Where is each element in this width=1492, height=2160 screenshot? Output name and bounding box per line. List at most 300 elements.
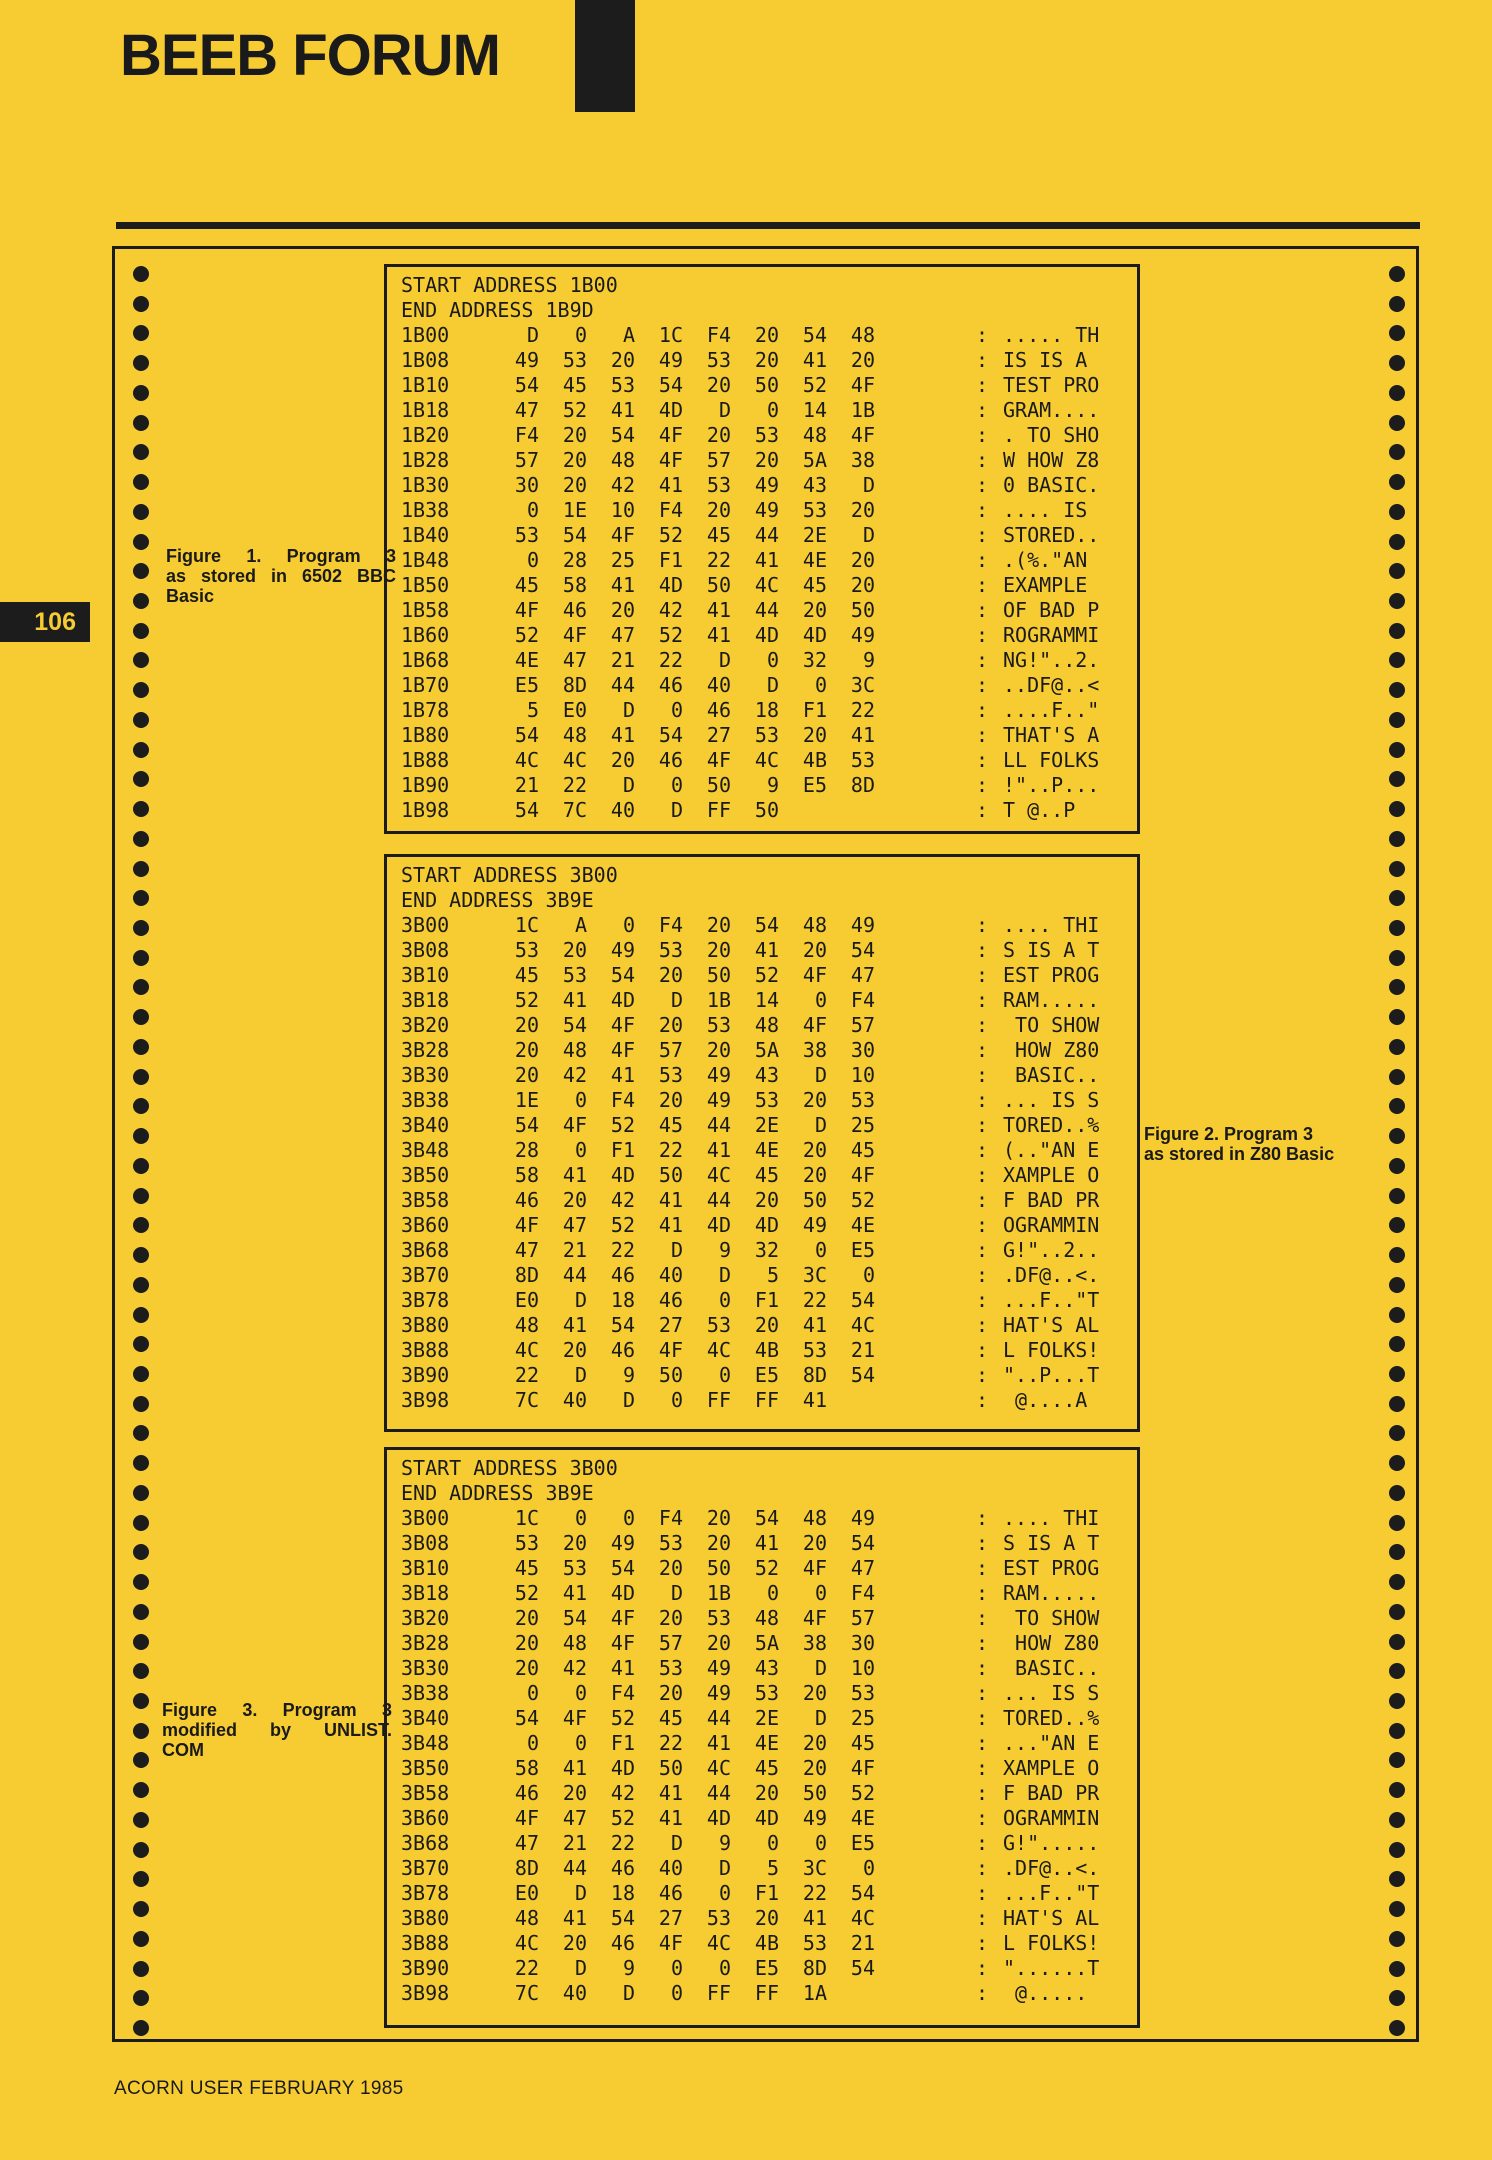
- hex-byte: 49: [610, 1531, 635, 1555]
- hex-byte: 5: [766, 1856, 779, 1880]
- hex-byte: 40: [706, 673, 731, 697]
- row-address: 3B28: [401, 1038, 450, 1062]
- dump-row: [387, 1531, 1137, 1556]
- feed-hole: [133, 1128, 149, 1144]
- row-separator: :: [976, 1881, 989, 1905]
- feed-hole: [1389, 861, 1405, 877]
- hex-byte: 53: [802, 498, 827, 522]
- hex-byte: 58: [514, 1163, 539, 1187]
- hex-byte: 14: [754, 988, 779, 1012]
- feed-hole: [1389, 1336, 1405, 1352]
- hex-byte: 40: [562, 1981, 587, 2005]
- hex-byte: 53: [850, 1088, 875, 1112]
- row-ascii: HAT'S AL: [1003, 1906, 1100, 1930]
- hex-byte: 28: [562, 548, 587, 572]
- hex-byte: 5A: [754, 1038, 779, 1062]
- hex-byte: 50: [706, 573, 731, 597]
- hex-byte: D: [718, 1856, 731, 1880]
- feed-hole: [133, 1039, 149, 1055]
- dump-row: [387, 1013, 1137, 1038]
- row-ascii: "......T: [1003, 1956, 1100, 1980]
- dump-row: [387, 1188, 1137, 1213]
- row-ascii: F BAD PR: [1003, 1781, 1100, 1805]
- row-ascii: ..DF@..<: [1003, 673, 1100, 697]
- hex-byte: 20: [802, 1756, 827, 1780]
- dump-row: [387, 398, 1137, 423]
- footer-issue: ACORN USER FEBRUARY 1985: [114, 2078, 404, 2099]
- hex-byte: 46: [610, 1263, 635, 1287]
- feed-hole: [1389, 1307, 1405, 1323]
- hex-byte: 44: [562, 1263, 587, 1287]
- row-address: 1B08: [401, 348, 450, 372]
- hex-byte: 54: [562, 523, 587, 547]
- figure-3-caption: [162, 1700, 392, 1760]
- hex-byte: 4E: [754, 1138, 779, 1162]
- hex-byte: 38: [802, 1038, 827, 1062]
- hex-byte: E0: [514, 1881, 539, 1905]
- hex-byte: 4D: [754, 623, 779, 647]
- row-address: 3B38: [401, 1681, 450, 1705]
- row-address: 3B78: [401, 1881, 450, 1905]
- hex-byte: 0: [766, 1831, 779, 1855]
- feed-hole: [1389, 355, 1405, 371]
- hex-byte: 41: [802, 348, 827, 372]
- hex-byte: 41: [754, 548, 779, 572]
- hex-byte: 52: [850, 1781, 875, 1805]
- feed-hole: [133, 861, 149, 877]
- hex-byte: 22: [514, 1363, 539, 1387]
- hex-byte: 21: [514, 773, 539, 797]
- hex-byte: 0: [670, 698, 683, 722]
- dump-row: [387, 1731, 1137, 1756]
- feed-hole: [1389, 742, 1405, 758]
- caption-line: COM: [162, 1740, 204, 1760]
- feed-hole: [133, 801, 149, 817]
- row-separator: :: [976, 1338, 989, 1362]
- hex-byte: 54: [754, 1506, 779, 1530]
- feed-hole: [1389, 1693, 1405, 1709]
- hex-byte: 53: [706, 348, 731, 372]
- hex-byte: 10: [850, 1063, 875, 1087]
- hex-byte: 0: [670, 1388, 683, 1412]
- hex-byte: 42: [610, 473, 635, 497]
- hex-byte: 53: [610, 373, 635, 397]
- hex-byte: F4: [850, 1581, 875, 1605]
- hex-byte: FF: [706, 1388, 731, 1412]
- dump-row: [387, 1656, 1137, 1681]
- feed-hole: [133, 1277, 149, 1293]
- feed-hole: [1389, 1009, 1405, 1025]
- hex-byte: D: [622, 773, 635, 797]
- feed-hole: [1389, 1098, 1405, 1114]
- row-address: 3B48: [401, 1731, 450, 1755]
- hex-byte: 54: [658, 723, 683, 747]
- hex-byte: 0: [862, 1856, 875, 1880]
- row-ascii: RAM.....: [1003, 1581, 1100, 1605]
- row-separator: :: [976, 1388, 989, 1412]
- hex-byte: 7C: [514, 1388, 539, 1412]
- hex-byte: 54: [850, 1363, 875, 1387]
- hex-byte: 20: [562, 1338, 587, 1362]
- row-ascii: .... THI: [1003, 913, 1100, 937]
- dump-row: [387, 1288, 1137, 1313]
- row-address: 3B68: [401, 1238, 450, 1262]
- caption-line: modified by UNLIST.: [162, 1720, 392, 1740]
- row-ascii: ..."AN E: [1003, 1731, 1100, 1755]
- feed-hole: [1389, 563, 1405, 579]
- hex-byte: 20: [658, 1013, 683, 1037]
- hex-byte: 4F: [610, 1606, 635, 1630]
- dump-row: [387, 423, 1137, 448]
- dump-row: [387, 348, 1137, 373]
- feed-hole: [1389, 1455, 1405, 1471]
- feed-hole: [133, 831, 149, 847]
- row-ascii: @.....: [1003, 1981, 1088, 2005]
- feed-hole: [133, 1693, 149, 1709]
- hex-byte: 43: [754, 1063, 779, 1087]
- row-ascii: G!".....: [1003, 1831, 1100, 1855]
- hex-byte: 8D: [562, 673, 587, 697]
- hex-byte: 4F: [562, 1706, 587, 1730]
- hex-byte: 20: [706, 373, 731, 397]
- feed-hole: [133, 1455, 149, 1471]
- row-ascii: ....F..": [1003, 698, 1100, 722]
- hex-byte: 47: [562, 1806, 587, 1830]
- hex-byte: D: [670, 798, 683, 822]
- row-address: 1B38: [401, 498, 450, 522]
- row-address: 1B28: [401, 448, 450, 472]
- hex-byte: D: [670, 988, 683, 1012]
- row-ascii: .... THI: [1003, 1506, 1100, 1530]
- hex-byte: D: [862, 523, 875, 547]
- hex-byte: 0: [670, 1956, 683, 1980]
- hex-byte: 48: [754, 1013, 779, 1037]
- hex-byte: E0: [562, 698, 587, 722]
- hex-byte: D: [814, 1706, 827, 1730]
- feed-hole: [1389, 1931, 1405, 1947]
- hex-byte: 45: [514, 1556, 539, 1580]
- caption-line: Basic: [166, 586, 215, 606]
- hex-byte: F1: [658, 548, 683, 572]
- row-separator: :: [976, 1931, 989, 1955]
- hex-byte: 41: [610, 1656, 635, 1680]
- row-ascii: STORED..: [1003, 523, 1100, 547]
- feed-hole: [1389, 296, 1405, 312]
- row-separator: :: [976, 748, 989, 772]
- dump-row: [387, 1138, 1137, 1163]
- row-address: 1B48: [401, 548, 450, 572]
- row-ascii: . TO SHO: [1003, 423, 1100, 447]
- hex-byte: 27: [706, 723, 731, 747]
- row-ascii: EST PROG: [1003, 1556, 1100, 1580]
- feed-hole: [133, 1188, 149, 1204]
- hex-byte: 47: [514, 1238, 539, 1262]
- feed-hole: [133, 1842, 149, 1858]
- hex-byte: 4C: [562, 748, 587, 772]
- feed-hole: [133, 1812, 149, 1828]
- row-ascii: .(%."AN: [1003, 548, 1088, 572]
- dump-row: [387, 1756, 1137, 1781]
- hex-byte: 4C: [706, 1163, 731, 1187]
- feed-hole: [133, 1366, 149, 1382]
- feed-hole: [1389, 1634, 1405, 1650]
- hex-byte: F1: [754, 1881, 779, 1905]
- feed-hole: [133, 593, 149, 609]
- hex-byte: 4C: [706, 1756, 731, 1780]
- hex-byte: 20: [802, 1731, 827, 1755]
- hex-byte: 18: [754, 698, 779, 722]
- hex-byte: 4C: [706, 1338, 731, 1362]
- row-separator: :: [976, 1038, 989, 1062]
- hex-byte: 20: [706, 498, 731, 522]
- feed-hole: [133, 1485, 149, 1501]
- hex-byte: D: [766, 673, 779, 697]
- hex-byte: F4: [658, 1506, 683, 1530]
- hex-byte: 4D: [706, 1213, 731, 1237]
- hex-byte: 52: [514, 1581, 539, 1605]
- hex-byte: 22: [658, 1138, 683, 1162]
- hex-byte: 46: [706, 698, 731, 722]
- feed-hole: [1389, 1782, 1405, 1798]
- dump-row: [387, 523, 1137, 548]
- hex-byte: 47: [850, 963, 875, 987]
- hex-byte: F4: [610, 1088, 635, 1112]
- hex-byte: 8D: [802, 1956, 827, 1980]
- row-ascii: OGRAMMIN: [1003, 1806, 1100, 1830]
- hex-byte: 46: [658, 1288, 683, 1312]
- hex-byte: 54: [610, 1556, 635, 1580]
- hex-byte: 4F: [706, 748, 731, 772]
- hex-byte: 42: [610, 1781, 635, 1805]
- dump-row: [387, 773, 1137, 798]
- row-ascii: BASIC..: [1003, 1063, 1100, 1087]
- hex-byte: 0: [574, 1088, 587, 1112]
- hex-byte: 10: [850, 1656, 875, 1680]
- row-ascii: S IS A T: [1003, 1531, 1100, 1555]
- figure-2-hex-dump: [384, 854, 1140, 1432]
- row-address: 3B40: [401, 1706, 450, 1730]
- hex-byte: 49: [802, 1213, 827, 1237]
- start-address: START ADDRESS 3B00: [401, 863, 618, 887]
- hex-byte: F1: [610, 1731, 635, 1755]
- row-ascii: ... IS S: [1003, 1088, 1100, 1112]
- hex-byte: 53: [754, 723, 779, 747]
- hex-byte: 20: [850, 348, 875, 372]
- hex-byte: 20: [562, 1931, 587, 1955]
- hex-byte: 52: [610, 1113, 635, 1137]
- hex-byte: E5: [754, 1956, 779, 1980]
- hex-byte: 53: [850, 748, 875, 772]
- feed-hole: [133, 1901, 149, 1917]
- row-separator: :: [976, 573, 989, 597]
- feed-hole: [1389, 444, 1405, 460]
- row-ascii: ...F.."T: [1003, 1288, 1100, 1312]
- row-address: 3B98: [401, 1981, 450, 2005]
- dump-row: [387, 1313, 1137, 1338]
- row-separator: :: [976, 963, 989, 987]
- hex-byte: 0: [670, 1981, 683, 2005]
- row-address: 3B88: [401, 1338, 450, 1362]
- feed-hole: [1389, 1604, 1405, 1620]
- feed-hole: [1389, 1544, 1405, 1560]
- row-separator: :: [976, 1581, 989, 1605]
- dump-row: [387, 1363, 1137, 1388]
- top-rule: [116, 222, 1420, 229]
- row-ascii: W HOW Z8: [1003, 448, 1100, 472]
- hex-byte: 4D: [610, 1163, 635, 1187]
- row-separator: :: [976, 1831, 989, 1855]
- feed-hole: [1389, 979, 1405, 995]
- feed-hole: [133, 563, 149, 579]
- row-separator: :: [976, 1531, 989, 1555]
- hex-byte: 4C: [514, 748, 539, 772]
- hex-byte: 48: [514, 1906, 539, 1930]
- hex-byte: 4D: [658, 398, 683, 422]
- hex-byte: 44: [706, 1188, 731, 1212]
- feed-hole: [1389, 1961, 1405, 1977]
- hex-byte: 30: [514, 473, 539, 497]
- feed-hole: [133, 979, 149, 995]
- hex-byte: 54: [514, 1706, 539, 1730]
- hex-byte: 47: [514, 1831, 539, 1855]
- row-address: 3B18: [401, 988, 450, 1012]
- hex-byte: FF: [706, 1981, 731, 2005]
- hex-byte: 20: [802, 1088, 827, 1112]
- hex-byte: 50: [706, 1556, 731, 1580]
- hex-byte: 48: [562, 1038, 587, 1062]
- hex-byte: 44: [706, 1706, 731, 1730]
- hex-byte: 4F: [610, 1631, 635, 1655]
- feed-hole: [133, 1217, 149, 1233]
- row-address: 1B30: [401, 473, 450, 497]
- feed-hole: [1389, 1158, 1405, 1174]
- hex-byte: 45: [706, 523, 731, 547]
- row-separator: :: [976, 423, 989, 447]
- hex-byte: 21: [562, 1238, 587, 1262]
- feed-hole: [133, 652, 149, 668]
- feed-hole: [133, 1544, 149, 1560]
- row-address: 3B78: [401, 1288, 450, 1312]
- hex-byte: 4D: [754, 1213, 779, 1237]
- page-number: 106: [0, 602, 90, 642]
- hex-byte: 30: [850, 1038, 875, 1062]
- hex-byte: 20: [802, 1531, 827, 1555]
- feed-hole: [133, 1871, 149, 1887]
- hex-byte: 28: [514, 1138, 539, 1162]
- hex-byte: 20: [610, 348, 635, 372]
- row-address: 3B70: [401, 1856, 450, 1880]
- dump-row: [387, 1063, 1137, 1088]
- hex-byte: 4C: [850, 1313, 875, 1337]
- row-separator: :: [976, 913, 989, 937]
- hex-byte: 20: [754, 323, 779, 347]
- dump-row: [387, 1581, 1137, 1606]
- hex-byte: 4F: [850, 1163, 875, 1187]
- feed-hole: [1389, 1485, 1405, 1501]
- hex-byte: 22: [802, 1881, 827, 1905]
- hex-byte: 4B: [754, 1338, 779, 1362]
- hex-byte: 20: [562, 1781, 587, 1805]
- hex-byte: 53: [802, 1931, 827, 1955]
- hex-byte: 54: [850, 1288, 875, 1312]
- hex-byte: 53: [802, 1338, 827, 1362]
- row-separator: :: [976, 398, 989, 422]
- row-address: 3B70: [401, 1263, 450, 1287]
- feed-hole: [133, 1336, 149, 1352]
- feed-hole: [133, 474, 149, 490]
- feed-hole: [133, 2020, 149, 2036]
- hex-byte: 53: [706, 1606, 731, 1630]
- feed-hole: [133, 623, 149, 639]
- hex-byte: 20: [754, 448, 779, 472]
- hex-byte: D: [814, 1656, 827, 1680]
- feed-hole: [1389, 1128, 1405, 1144]
- hex-byte: 54: [754, 913, 779, 937]
- row-ascii: TO SHOW: [1003, 1606, 1100, 1630]
- row-separator: :: [976, 523, 989, 547]
- hex-byte: 53: [754, 1681, 779, 1705]
- hex-byte: 41: [658, 473, 683, 497]
- hex-byte: 20: [658, 1088, 683, 1112]
- hex-byte: 22: [802, 1288, 827, 1312]
- dump-row: [387, 673, 1137, 698]
- hex-byte: 46: [658, 673, 683, 697]
- row-separator: :: [976, 548, 989, 572]
- hex-byte: 0: [526, 1731, 539, 1755]
- hex-byte: 4F: [658, 423, 683, 447]
- hex-byte: 4F: [610, 1038, 635, 1062]
- row-ascii: G!"..2..: [1003, 1238, 1100, 1262]
- hex-byte: 4C: [754, 573, 779, 597]
- hex-byte: 50: [802, 1781, 827, 1805]
- hex-byte: 57: [850, 1606, 875, 1630]
- caption-line: Figure 3. Program 3: [162, 1700, 392, 1720]
- dump-row: [387, 1706, 1137, 1731]
- row-separator: :: [976, 1956, 989, 1980]
- row-address: 3B90: [401, 1363, 450, 1387]
- dump-row: [387, 1038, 1137, 1063]
- hex-byte: 47: [610, 623, 635, 647]
- hex-byte: 42: [658, 598, 683, 622]
- hex-byte: 22: [562, 773, 587, 797]
- feed-hole: [1389, 1752, 1405, 1768]
- hex-byte: 41: [850, 723, 875, 747]
- row-ascii: BASIC..: [1003, 1656, 1100, 1680]
- feed-hole: [133, 712, 149, 728]
- hex-byte: 25: [850, 1706, 875, 1730]
- hex-byte: 48: [562, 1631, 587, 1655]
- hex-byte: 8D: [802, 1363, 827, 1387]
- hex-byte: 52: [754, 963, 779, 987]
- row-address: 3B20: [401, 1606, 450, 1630]
- hex-byte: 50: [658, 1163, 683, 1187]
- feed-hole: [133, 682, 149, 698]
- dump-row: [387, 448, 1137, 473]
- row-separator: :: [976, 1631, 989, 1655]
- hex-byte: 54: [850, 1956, 875, 1980]
- feed-hole: [1389, 1515, 1405, 1531]
- hex-byte: E5: [850, 1831, 875, 1855]
- hex-byte: 30: [850, 1631, 875, 1655]
- row-ascii: F BAD PR: [1003, 1188, 1100, 1212]
- hex-byte: 0: [526, 1681, 539, 1705]
- hex-byte: 53: [706, 1906, 731, 1930]
- hex-byte: 53: [562, 348, 587, 372]
- hex-byte: 20: [562, 1188, 587, 1212]
- row-ascii: RAM.....: [1003, 988, 1100, 1012]
- figure-1-caption: [166, 546, 396, 606]
- hex-byte: 4F: [802, 963, 827, 987]
